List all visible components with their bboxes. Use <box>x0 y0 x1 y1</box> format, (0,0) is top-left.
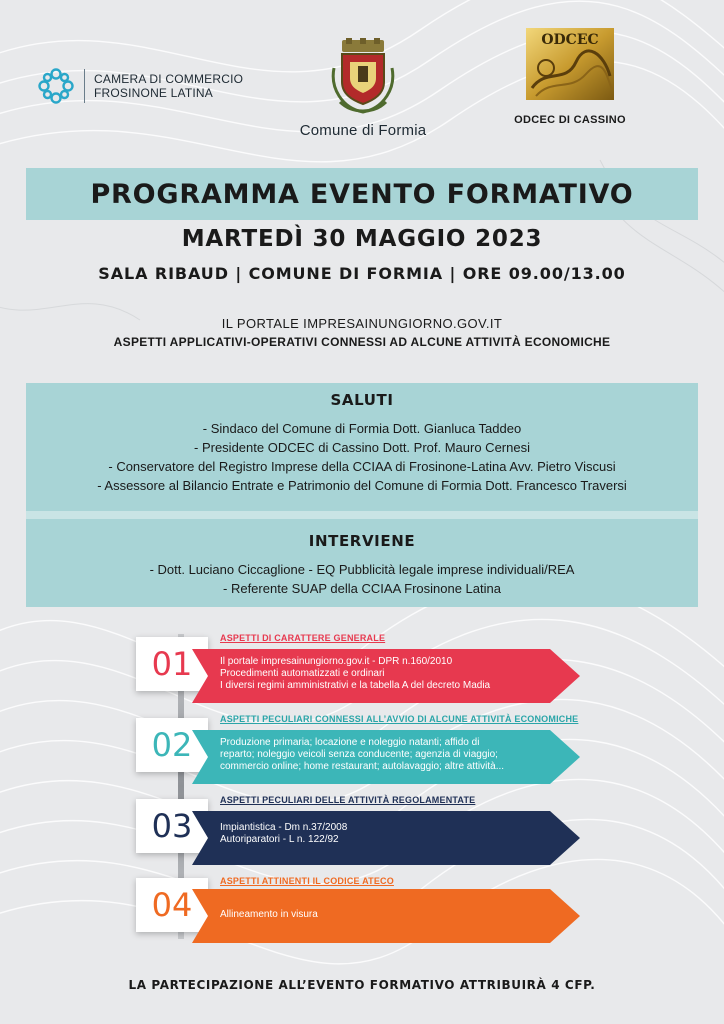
odcec-emblem-icon <box>526 28 614 100</box>
agenda-line: Procedimenti automatizzati e ordinari <box>220 668 385 679</box>
credits-note: LA PARTECIPAZIONE ALL’EVENTO FORMATIVO ATTRIBUIRÀ 4 CFP. <box>128 978 596 992</box>
comune-prefix: Comune <box>299 122 358 139</box>
interviene-item: - Referente SUAP della CCIAA Frosinone Latina <box>223 581 501 596</box>
agenda-number: 02 <box>151 726 193 764</box>
interviene-title: INTERVIENE <box>308 532 416 550</box>
saluti-list <box>0 419 724 495</box>
saluti-item: - Sindaco del Comune di Formia Dott. Gianluca Taddeo <box>202 421 522 436</box>
agenda-details <box>220 737 570 773</box>
chamber-divider <box>84 69 85 103</box>
saluti-item: - Presidente ODCEC di Cassino Dott. Prof. Mauro Cernesi <box>194 440 530 455</box>
intro-subtitle: ASPETTI APPLICATIVI-OPERATIVI CONNESSI AD ALCUNE ATTIVITÀ ECONOMICHE <box>113 335 611 349</box>
saluti-item: - Conservatore del Registro Imprese della CCIAA di Frosinone-Latina Avv. Pietro Viscusi <box>108 459 616 474</box>
agenda-line: Produzione primaria; locazione e noleggio natanti; affido di <box>220 737 480 748</box>
agenda-details <box>220 822 570 846</box>
saluti-item: - Assessore al Bilancio Entrate e Patrimonio del Comune di Formia Dott. Francesco Traversi <box>97 478 627 493</box>
agenda-line: Autoriparatori - L n. 122/92 <box>220 834 339 845</box>
saluti-title: SALUTI <box>330 391 394 409</box>
agenda-line: reparto; noleggio veicoli senza conducente; agenzia di viaggio; <box>220 749 498 760</box>
agenda-line: Allineamento in visura <box>220 909 318 920</box>
formia-crest-icon <box>328 38 398 116</box>
odcec-logo <box>514 28 626 126</box>
odcec-logo-text: ODCEC <box>541 32 599 48</box>
speakers-divider <box>26 511 698 519</box>
agenda-line: commercio online; home restaurant; autolavaggio; altre attività... <box>220 761 505 772</box>
intro-portal: IL PORTALE IMPRESAINUNGIORNO.GOV.IT <box>221 316 503 331</box>
agenda-heading: ASPETTI PECULIARI CONNESSI ALL’AVVIO DI ALCUNE ATTIVITÀ ECONOMICHE <box>220 714 579 724</box>
agenda-details <box>220 656 570 692</box>
chamber-mark-icon <box>36 66 76 106</box>
interviene-list <box>0 560 724 598</box>
agenda-details <box>220 909 570 921</box>
chamber-name <box>94 72 243 100</box>
comune-name <box>288 122 438 139</box>
comune-suffix: di Formia <box>357 122 427 139</box>
event-date: MARTEDÌ 30 MAGGIO 2023 <box>181 226 543 252</box>
agenda-line: Il portale impresainungiorno.gov.it - DPR n.160/2010 <box>220 656 453 667</box>
agenda-line: I diversi regimi amministrativi e la tabella A del decreto Madia <box>220 680 491 691</box>
odcec-label: ODCEC DI CASSINO <box>514 114 626 126</box>
chamber-line-1: CAMERA DI COMMERCIO <box>94 72 244 86</box>
page-title: PROGRAMMA EVENTO FORMATIVO <box>90 179 634 210</box>
agenda-heading: ASPETTI PECULIARI DELLE ATTIVITÀ REGOLAMENTATE <box>220 795 476 805</box>
agenda-number: 03 <box>151 807 193 845</box>
comune-formia-logo <box>288 38 438 139</box>
event-venue: SALA RIBAUD | COMUNE DI FORMIA | ORE 09.00/13.00 <box>98 264 626 283</box>
agenda-line: Impiantistica - Dm n.37/2008 <box>220 822 348 833</box>
agenda-heading: ASPETTI DI CARATTERE GENERALE <box>220 633 386 643</box>
chamber-logo <box>36 66 243 106</box>
interviene-item: - Dott. Luciano Ciccaglione - EQ Pubblicità legale imprese individuali/REA <box>149 562 575 577</box>
agenda-heading: ASPETTI ATTINENTI IL CODICE ATECO <box>220 876 394 886</box>
agenda-number: 04 <box>151 886 193 924</box>
agenda-number: 01 <box>151 645 193 683</box>
chamber-line-2: FROSINONE LATINA <box>94 86 213 100</box>
